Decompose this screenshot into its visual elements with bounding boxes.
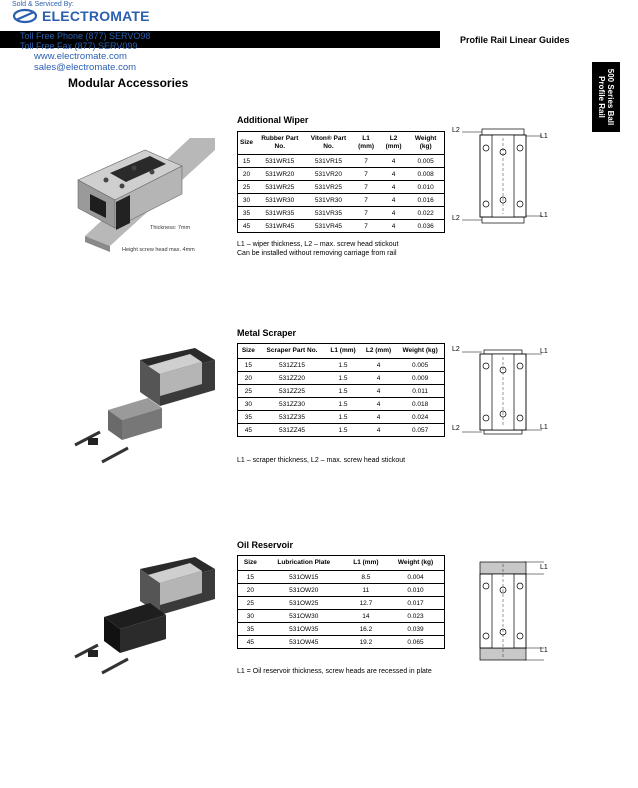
- table-cell: 531WR35: [255, 207, 305, 220]
- table-cell: 0.057: [411, 426, 429, 434]
- table-cell: 15: [238, 571, 263, 584]
- page-title: Modular Accessories: [68, 76, 189, 90]
- table-cell: 1.5: [325, 385, 360, 398]
- scraper-diagram-l2-top: L2: [452, 346, 460, 353]
- table-cell: 0.024: [396, 411, 444, 424]
- scraper-section-title: Metal Scraper: [237, 328, 297, 338]
- table-cell: 531WR20: [255, 168, 305, 181]
- table-cell: 7: [364, 222, 368, 230]
- table-cell: 531OW15: [263, 571, 345, 584]
- column-header: Viton® Part No.: [305, 132, 353, 155]
- table-cell: 531ZZ35: [259, 411, 326, 424]
- table-cell: 4: [361, 372, 396, 385]
- wiper-diagram-l1-bottom: L1: [540, 212, 548, 219]
- table-cell: 30: [238, 398, 259, 411]
- wiper-section-title: Additional Wiper: [237, 115, 309, 125]
- column-header: L2 (mm): [361, 344, 396, 359]
- table-row: [238, 168, 445, 181]
- side-tab-line1: 500 Series Ball: [606, 68, 615, 126]
- column-header: L1 (mm): [352, 132, 379, 155]
- table-cell: 531VR30: [305, 194, 353, 207]
- table-cell: 531WR30: [255, 194, 305, 207]
- table-cell: 15: [238, 359, 259, 372]
- table-header-row: [238, 344, 445, 359]
- table-cell: 4: [361, 411, 396, 424]
- scraper-diagram-l2-bottom: L2: [452, 425, 460, 432]
- section-title: Profile Rail Linear Guides: [460, 35, 570, 45]
- table-cell: 531WR15: [255, 155, 305, 168]
- table-cell: 25: [238, 597, 263, 610]
- column-header: L1 (mm): [345, 556, 387, 571]
- wiper-diagram-l2-bottom: L2: [452, 215, 460, 222]
- table-cell: 0.036: [417, 222, 434, 230]
- table-row: [238, 411, 445, 424]
- table-cell: 1.5: [325, 372, 360, 385]
- table-cell: 4: [361, 398, 396, 411]
- table-row: [238, 194, 445, 207]
- reservoir-table: [237, 555, 445, 649]
- table-cell: 19.2: [359, 638, 373, 646]
- scraper-product-photo: [70, 340, 220, 465]
- table-cell: 531ZZ20: [259, 372, 326, 385]
- table-header-row: [238, 132, 445, 155]
- column-header: Weight (kg): [407, 132, 444, 155]
- table-row: [238, 398, 445, 411]
- table-row: [238, 372, 445, 385]
- wiper-table: [237, 131, 445, 233]
- electromate-logo-icon: [12, 8, 38, 24]
- table-cell: 8.5: [345, 571, 387, 584]
- table-cell: 4: [380, 181, 407, 194]
- table-row: [238, 636, 445, 649]
- table-cell: 0.008: [407, 168, 444, 181]
- scraper-table: [237, 343, 445, 437]
- table-cell: 7: [352, 181, 379, 194]
- column-header: L2 (mm): [380, 132, 407, 155]
- wiper-note-line2: Can be installed without removing carriage from rail: [237, 250, 397, 257]
- table-row: [238, 181, 445, 194]
- table-cell: 4: [380, 155, 407, 168]
- table-cell: 0.009: [396, 372, 444, 385]
- table-row: [238, 610, 445, 623]
- oil-reservoir-product-photo: [70, 553, 220, 678]
- table-cell: 531VR20: [305, 168, 353, 181]
- wiper-diagram-l1-top: L1: [540, 133, 548, 140]
- table-cell: 531VR15: [305, 155, 353, 168]
- table-cell: 14: [345, 610, 387, 623]
- side-tab: [592, 62, 620, 132]
- table-row: [238, 623, 445, 636]
- reservoir-diagram-l1-top: L1: [540, 564, 548, 571]
- table-row: [238, 220, 445, 233]
- table-cell: 45: [244, 426, 252, 434]
- table-cell: 7: [352, 194, 379, 207]
- table-cell: 45: [246, 638, 255, 646]
- side-tab-line2: Profile Rail: [597, 76, 606, 118]
- table-cell: 16.2: [345, 623, 387, 636]
- column-header: Rubber Part No.: [255, 132, 305, 155]
- table-row: [238, 155, 445, 168]
- table-cell: 0.017: [387, 597, 444, 610]
- table-cell: 12.7: [345, 597, 387, 610]
- table-cell: 531ZZ45: [278, 426, 306, 434]
- column-header: Weight (kg): [387, 556, 444, 571]
- table-cell: 531OW25: [263, 597, 345, 610]
- table-cell: 35: [238, 207, 256, 220]
- table-cell: 0.010: [387, 584, 444, 597]
- table-cell: 20: [238, 168, 256, 181]
- table-cell: 1.5: [338, 426, 348, 434]
- reservoir-note: L1 = Oil reservoir thickness, screw heads are recessed in plate: [237, 668, 432, 675]
- table-cell: 4: [376, 426, 381, 434]
- web-contact: [34, 51, 136, 73]
- table-cell: 0.004: [387, 571, 444, 584]
- toll-free-contact: [20, 31, 150, 51]
- table-cell: 4: [361, 359, 396, 372]
- sold-by-text: Sold & Serviced By:: [12, 1, 74, 8]
- table-cell: 531ZZ30: [259, 398, 326, 411]
- table-cell: 1.5: [325, 398, 360, 411]
- website-link[interactable]: www.electromate.com: [34, 51, 127, 62]
- reservoir-dimension-diagram: [470, 560, 544, 664]
- table-cell: 0.016: [407, 194, 444, 207]
- wiper-note-line1: L1 – wiper thickness, L2 – max. screw head stickout: [237, 241, 399, 248]
- table-row: [238, 424, 445, 437]
- table-cell: 531OW30: [263, 610, 345, 623]
- column-header: L1 (mm): [325, 344, 360, 359]
- email-link[interactable]: sales@electromate.com: [34, 62, 137, 73]
- table-cell: 25: [238, 181, 256, 194]
- table-cell: 4: [391, 222, 396, 230]
- table-cell: 4: [380, 194, 407, 207]
- table-cell: 4: [380, 168, 407, 181]
- table-cell: 30: [238, 194, 256, 207]
- table-cell: 531WR45: [265, 222, 295, 230]
- scraper-note: L1 – scraper thickness, L2 – max. screw head stickout: [237, 457, 406, 464]
- table-cell: 531ZZ25: [259, 385, 326, 398]
- table-row: [238, 207, 445, 220]
- table-cell: 0.018: [396, 398, 444, 411]
- table-cell: 0.011: [396, 385, 444, 398]
- table-cell: 20: [238, 372, 259, 385]
- table-cell: 4: [380, 207, 407, 220]
- reservoir-diagram-l1-bottom: L1: [540, 647, 548, 654]
- table-cell: 531OW20: [263, 584, 345, 597]
- table-cell: 0.039: [387, 623, 444, 636]
- scraper-diagram-l1-bottom: L1: [540, 424, 548, 431]
- table-header-row: [238, 556, 445, 571]
- table-cell: 35: [238, 623, 263, 636]
- column-header: Weight (kg): [396, 344, 444, 359]
- reservoir-section-title: Oil Reservoir: [237, 540, 294, 550]
- table-cell: 531ZZ15: [259, 359, 326, 372]
- table-cell: 0.023: [387, 610, 444, 623]
- table-row: [238, 359, 445, 372]
- table-cell: 15: [238, 155, 256, 168]
- column-header: Size: [238, 556, 263, 571]
- table-cell: 20: [238, 584, 263, 597]
- table-cell: 531VR35: [305, 207, 353, 220]
- table-cell: 531VR45: [314, 222, 342, 230]
- column-header: Scraper Part No.: [259, 344, 326, 359]
- brand-name: ELECTROMATE: [42, 8, 150, 24]
- table-cell: 25: [238, 385, 259, 398]
- scraper-dimension-diagram: [462, 346, 544, 438]
- table-cell: 531VR25: [305, 181, 353, 194]
- column-header: Lubrication Plate: [263, 556, 345, 571]
- column-header: Size: [238, 344, 259, 359]
- toll-free-fax: Toll Free Fax (877) SERV099: [20, 41, 138, 51]
- table-cell: 1.5: [325, 359, 360, 372]
- table-row: [238, 584, 445, 597]
- table-row: [238, 597, 445, 610]
- wiper-screw-height-label: Height screw head max. 4mm: [122, 247, 195, 253]
- table-cell: 0.005: [407, 155, 444, 168]
- table-cell: 4: [361, 385, 396, 398]
- table-cell: 1.5: [325, 411, 360, 424]
- table-cell: 30: [238, 610, 263, 623]
- table-cell: 7: [352, 207, 379, 220]
- table-cell: 531WR25: [255, 181, 305, 194]
- toll-free-phone: Toll Free Phone (877) SERVO98: [20, 31, 151, 41]
- table-row: [238, 385, 445, 398]
- table-row: [238, 571, 445, 584]
- table-cell: 0.010: [407, 181, 444, 194]
- table-cell: 531OW35: [263, 623, 345, 636]
- table-cell: 45: [242, 222, 251, 230]
- table-cell: 11: [345, 584, 387, 597]
- table-cell: 7: [352, 155, 379, 168]
- table-cell: 0.005: [396, 359, 444, 372]
- table-cell: 0.065: [407, 638, 424, 646]
- wiper-dimension-diagram: [462, 126, 544, 226]
- table-cell: 35: [238, 411, 259, 424]
- scraper-diagram-l1-top: L1: [540, 348, 548, 355]
- wiper-note: [237, 240, 398, 258]
- column-header: Size: [238, 132, 256, 155]
- wiper-thickness-label: Thickness: 7mm: [150, 225, 191, 231]
- wiper-product-photo: [70, 128, 215, 253]
- table-cell: 0.022: [407, 207, 444, 220]
- table-cell: 7: [352, 168, 379, 181]
- wiper-diagram-l2-top: L2: [452, 127, 460, 134]
- table-cell: 531OW45: [289, 638, 319, 646]
